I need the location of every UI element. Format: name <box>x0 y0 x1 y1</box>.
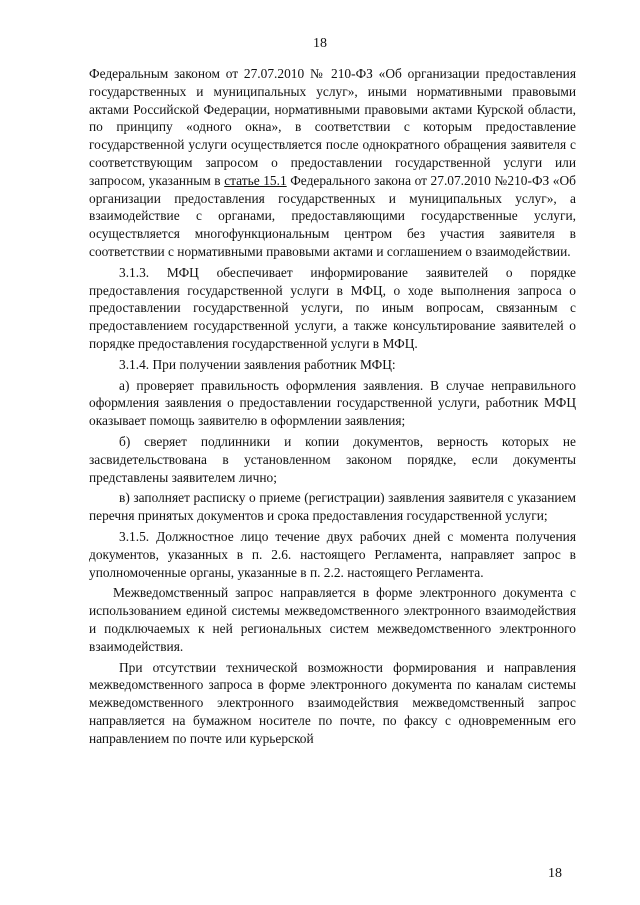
paragraph-3-1-4: 3.1.4. При получении заявления работник МФЦ: <box>119 356 396 372</box>
paragraph-3-1-3: 3.1.3. МФЦ обеспечивает информирование заявителей о порядке предоставления государственной услуги в МФЦ, о ходе выполнения запроса о предоставлении государственной услуги, по иным вопросам, связанным с предоставлением государственной услуги, а также консультирование заявителей о порядке предоставления государственной услуги в МФЦ. <box>89 264 576 351</box>
paragraph-text: Федерального закона от 27.07.2010 №210-ФЗ «Об организации предоставления государственных и муниципальных услуг», а взаимодействие с органами, предоставляющими государственные услуги, осуществляется многофункциональным центром без участия заявителя в соответствии с нормативными правовыми актами и соглашением о взаимодействии. <box>89 172 576 259</box>
list-item-v: в) заполняет расписку о приеме (регистрации) заявления заявителя с указанием перечня принятых документов и срока предоставления государственной услуги; <box>89 490 576 524</box>
list-item-a: а) проверяет правильность оформления заявления. В случае неправильного оформления заявления о предоставлении государственной услуги, работник МФЦ оказывает помощь заявителю в оформлении заявления; <box>89 377 576 429</box>
paragraph-interagency-request: Межведомственный запрос направляется в форме электронного документа с использованием единой системы межведомственного электронного взаимодействия и подключаемых к ней региональных систем межведомственного электронного взаимодействия. <box>89 585 576 654</box>
paragraph-3-1-5: 3.1.5. Должностное лицо течение двух рабочих дней с момента получения документов, указанных в п. 2.6. настоящего Регламента, направляет запрос в уполномоченные органы, указанные в п. 2.2. настоящего Регламента. <box>89 528 576 580</box>
law-article-link[interactable]: статье 15.1 <box>224 172 287 188</box>
paragraph-continuation <box>89 65 576 261</box>
paragraph-paper-request: При отсутствии технической возможности формирования и направления межведомственного запроса в форме электронного документа по каналам системы межведомственного электронного взаимодействия межведомственный запрос направляется на бумажном носителе по почте, по факсу с одновременным его направлением по почте или курьерской <box>89 659 576 746</box>
list-item-b: б) сверяет подлинники и копии документов, верность которых не засвидетельствована в установленном законом порядке, если документы представлены заявителем лично; <box>89 433 576 485</box>
document-body <box>89 65 576 750</box>
page-number-bottom: 18 <box>548 866 562 881</box>
paragraph-text: Федеральным законом от 27.07.2010 № 210-ФЗ «Об организации предоставления государственных и муниципальных услуг», иными нормативными правовыми актами Российской Федерации, нормативными правовыми актами Курской области, по принципу «одного окна», в соответствии с которым предоставление государственной услуги осуществляется после однократного обращения заявителя с соответствующим запросом о предоставлении государственной услуги или запросом, указанным в <box>89 66 576 188</box>
page-number-top: 18 <box>313 36 327 51</box>
